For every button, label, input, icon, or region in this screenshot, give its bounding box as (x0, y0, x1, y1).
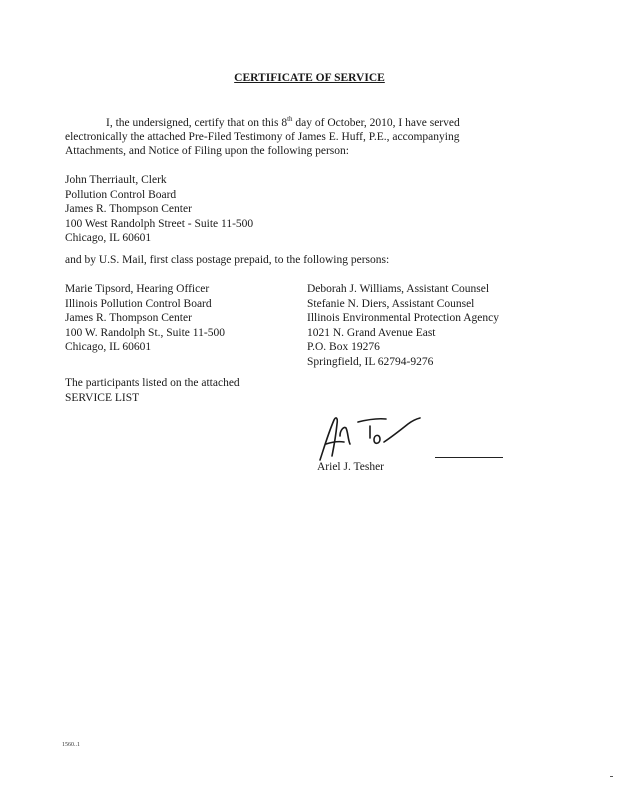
address-line: James R. Thompson Center (65, 203, 192, 215)
signature-line (435, 457, 503, 458)
address-line: 100 West Randolph Street - Suite 11-500 (65, 217, 254, 230)
intro-line-1-start: I, the undersigned, certify that on this 8 (106, 117, 288, 129)
intro-line-1 (106, 116, 460, 131)
address-line: Stefanie N. Diers, Assistant Counsel (307, 297, 475, 310)
address-line: Springfield, IL 62794-9276 (307, 355, 434, 368)
intro-line-3: Attachments, and Notice of Filing upon the following person: (65, 145, 349, 157)
address-line: 1021 N. Grand Avenue East (307, 326, 436, 339)
intro-line-1-end: day of October, 2010, I have served (292, 117, 460, 129)
participants-note (65, 376, 240, 405)
address-line: P.O. Box 19276 (307, 341, 380, 353)
mail-intro: and by U.S. Mail, first class postage prepaid, to the following persons: (65, 254, 390, 266)
address-line: Illinois Environmental Protection Agency (307, 312, 499, 324)
address-line: Deborah J. Williams, Assistant Counsel (307, 283, 490, 295)
intro-line-2: electronically the attached Pre-Filed Testimony of James E. Huff, P.E., accompanying (65, 131, 460, 143)
electronic-recipient-address (65, 173, 253, 246)
address-line: Chicago, IL 60601 (65, 341, 152, 353)
page-mark (610, 776, 613, 777)
address-line: Marie Tipsord, Hearing Officer (65, 283, 210, 295)
address-line: John Therriault, Clerk (65, 174, 167, 186)
ordinal-suffix: th (287, 115, 293, 124)
address-line: James R. Thompson Center (65, 312, 192, 324)
address-line: Chicago, IL 60601 (65, 232, 152, 244)
address-line: Illinois Pollution Control Board (65, 297, 212, 310)
address-line: Pollution Control Board (65, 188, 177, 201)
signer-name: Ariel J. Tesher (317, 461, 385, 473)
address-line: 100 W. Randolph St., Suite 11-500 (65, 326, 225, 339)
participants-line: The participants listed on the attached (65, 377, 240, 389)
document-title: CERTIFICATE OF SERVICE (234, 72, 385, 84)
recipient-block-left (65, 282, 225, 355)
recipient-block-right (307, 282, 499, 369)
participants-line: SERVICE LIST (65, 391, 140, 404)
document-code: 1560..1 (62, 742, 80, 748)
